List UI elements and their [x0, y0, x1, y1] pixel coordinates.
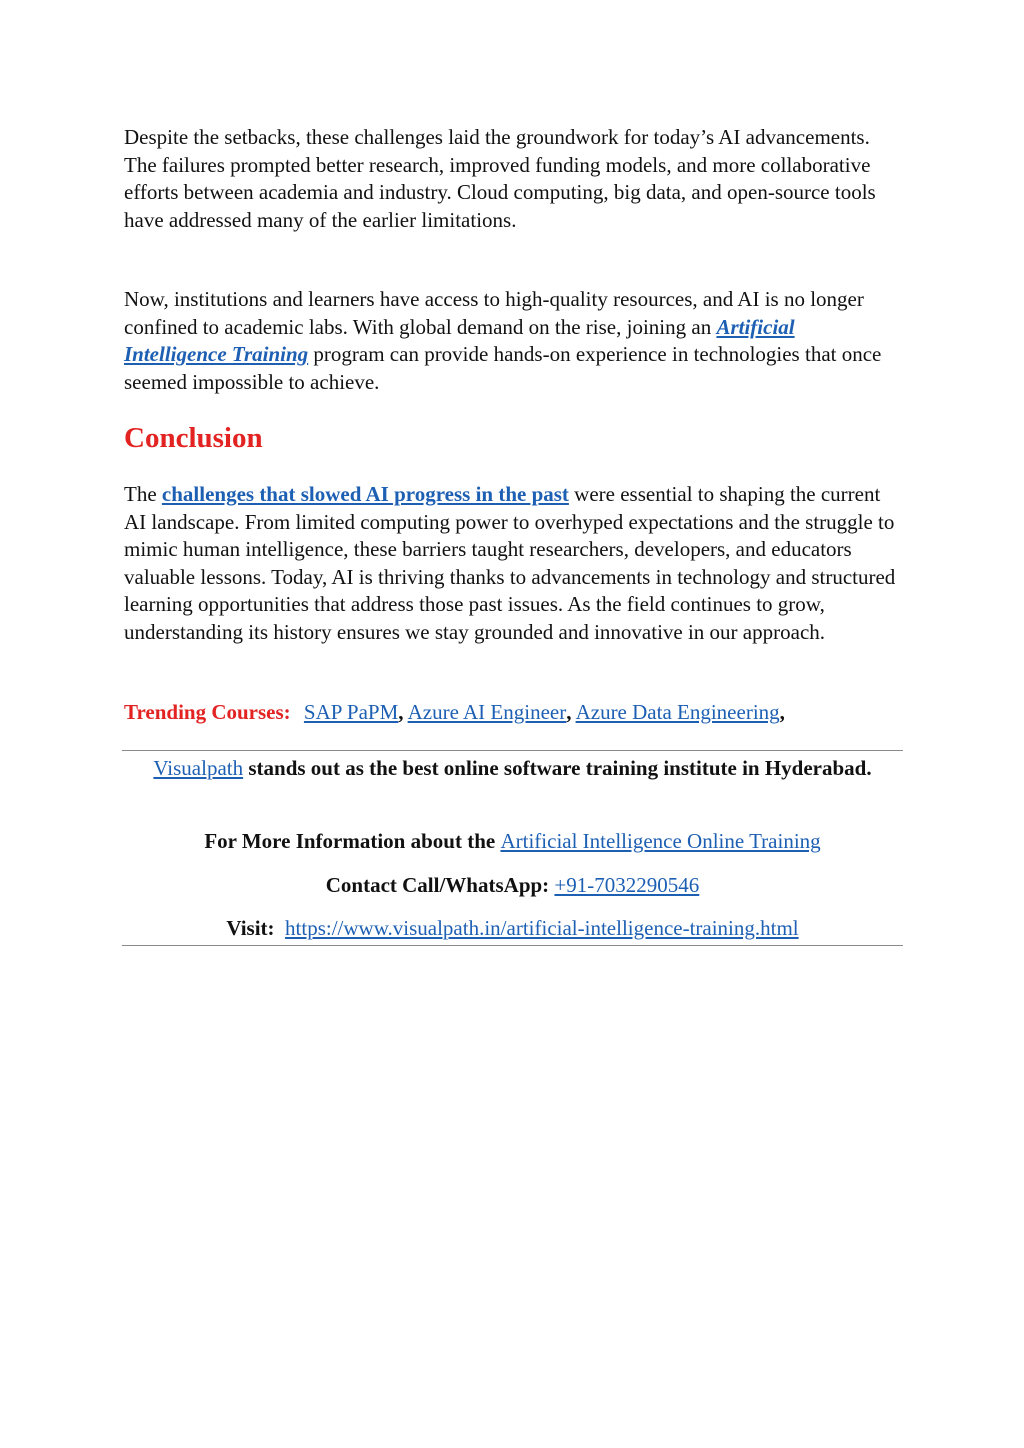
divider-top — [122, 750, 903, 751]
contact-label: Contact Call/WhatsApp: — [325, 873, 555, 897]
institute-text: stands out as the best online software training institute in Hyderabad. — [243, 756, 872, 780]
paragraph-conclusion — [124, 481, 902, 647]
conclusion-heading: Conclusion — [124, 422, 263, 454]
contact-line — [122, 870, 903, 900]
paragraph-setbacks: Despite the setbacks, these challenges laid the groundwork for today’s AI advancements. The failures prompted better research, improved funding models, and more collaborative efforts between academia and industry. Cloud computing, big data, and open-source tools have addressed many of the earlier limitations. — [124, 125, 876, 232]
separator: , — [779, 700, 785, 724]
challenges-link[interactable]: challenges that slowed AI progress in the past — [161, 482, 569, 506]
trending-label: Trending Courses: — [124, 700, 291, 724]
course-link-sap-papm[interactable]: SAP PaPM — [303, 700, 399, 724]
institute-statement — [122, 753, 903, 783]
visit-label: Visit: — [226, 916, 275, 940]
visualpath-link[interactable]: Visualpath — [153, 756, 244, 780]
paragraph-text: were essential to shaping the current AI landscape. From limited computing power to overhyped expectations and the struggle to mimic human intelligence, these barriers taught researchers, developers, and educators valuable lessons. Today, AI is thriving thanks to advancements in technology and structured learning opportunities that address those past issues. As the field continues to grow, understanding its history ensures we stay grounded and innovative in our approach. — [124, 482, 896, 644]
course-link-azure-data-engineering[interactable]: Azure Data Engineering — [575, 700, 780, 724]
ai-training-link[interactable]: Artificial Intelligence Training — [124, 314, 795, 367]
paragraph-institutions — [124, 286, 902, 396]
divider-bottom — [122, 945, 903, 946]
info-line — [122, 826, 903, 856]
visit-line — [122, 913, 903, 943]
phone-link[interactable]: +91-7032290546 — [554, 873, 700, 897]
paragraph-text: program can provide hands-on experience in technologies that once seemed impossible to achieve. — [124, 342, 882, 394]
separator: , — [566, 700, 572, 724]
info-label: For More Information about the — [204, 829, 501, 853]
ai-online-training-link[interactable]: Artificial Intelligence Online Training — [500, 829, 821, 853]
paragraph-text: Now, institutions and learners have access to high-quality resources, and AI is no longer confined to academic labs. With global demand on the rise, joining an — [124, 287, 864, 339]
separator: , — [398, 700, 404, 724]
trending-courses — [124, 698, 902, 726]
course-link-azure-ai-engineer[interactable]: Azure AI Engineer — [407, 700, 567, 724]
website-url-link[interactable]: https://www.visualpath.in/artificial-intelligence-training.html — [285, 916, 799, 940]
paragraph-text: The — [124, 482, 162, 506]
